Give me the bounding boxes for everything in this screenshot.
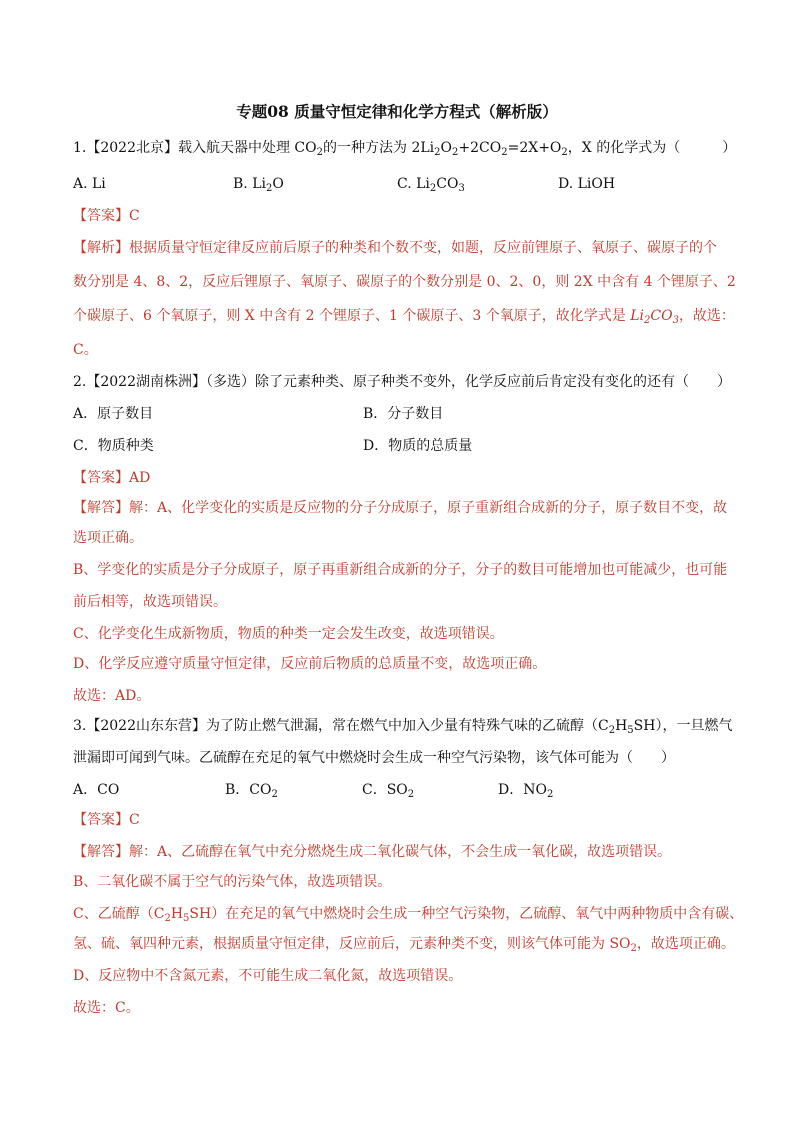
q3-option-a: A．CO: [73, 782, 120, 798]
q1-stem-text: 的一种方法为 2Li: [323, 140, 435, 156]
q3-stem-text: SH），一旦燃气: [633, 718, 733, 734]
q2-solution-line: 【解答】解：A、化学变化的实质是反应物的分子分成原子，原子重新组合成新的分子，原子数目不变，故: [73, 500, 728, 516]
q3-option-d: [498, 780, 553, 805]
q2-solution-line: B、学变化的实质是分子分成原子，原子再重新组合成新的分子，分子的数目可能增加也可能减少，也可能: [73, 562, 728, 578]
q1-stem-text: +2CO: [458, 140, 502, 156]
q1-stem-text: O: [440, 140, 453, 156]
q1-sub: 2: [561, 147, 568, 158]
q1-explanation-text: ，故选：: [678, 308, 735, 324]
q1-formula: Li: [630, 308, 644, 324]
q3-solution-text: ，故选项正确。: [636, 936, 735, 952]
q1-explanation-text: 个碳原子、6 个氧原子，则 X 中含有 2 个锂原子、1 个碳原子、3 个氧原子，故化学式是: [73, 308, 631, 324]
q1-stem-text: ，X 的化学式为（ ）: [567, 140, 737, 156]
q2-solution-line: C、化学变化生成新物质，物质的种类一定会发生改变，故选项错误。: [73, 626, 504, 642]
page-title: 专题08 质量守恒定律和化学方程式（解析版）: [236, 102, 558, 121]
q1-sub: 2: [434, 147, 441, 158]
q3-option-c-text: C．SO: [362, 782, 408, 798]
q3-sub: 5: [627, 725, 634, 736]
q1-sub: 3: [672, 315, 679, 326]
q3-solution-text: C、乙硫醇（C: [73, 906, 165, 922]
q3-option-d-text: D．NO: [498, 782, 547, 798]
q1-option-d: D. LiOH: [558, 176, 616, 192]
q3-sub: 2: [271, 789, 278, 800]
q3-option-b: [225, 780, 278, 805]
q3-option-b-text: B．CO: [225, 782, 272, 798]
q1-answer: 【答案】C: [73, 208, 140, 224]
q3-sub: 5: [183, 913, 190, 924]
q3-sub: 2: [546, 789, 554, 800]
q1-sub: 2: [501, 147, 508, 158]
q3-solution-line: 故选：C。: [73, 1000, 140, 1016]
q3-sub: 2: [608, 725, 616, 736]
q1-explanation-line: 数分别是 4、8、2，反应后锂原子、氧原子、碳原子的个数分别是 0、2、0，则 2X 中含有 4 个锂原子、2: [73, 274, 736, 290]
q2-stem: 2.【2022湖南株洲】（多选）除了元素种类、原子种类不变外，化学反应前后肯定没有变化的还有（ ）: [73, 374, 731, 390]
q3-solution-text: H: [170, 906, 184, 922]
q1-option-c-text: C. Li: [397, 176, 430, 192]
q3-answer: 【答案】C: [73, 812, 140, 828]
q2-solution-line: 前后相等，故选项错误。: [73, 594, 227, 610]
q3-solution-line: B、二氧化碳不属于空气的污染气体，故选项错误。: [73, 874, 392, 890]
q2-option-a: A．原子数目: [73, 406, 154, 422]
q3-stem: [73, 716, 732, 741]
q3-solution-line: [73, 904, 743, 929]
q3-solution-line: [73, 934, 735, 959]
q2-solution-line: D、化学反应遵守质量守恒定律，反应前后物质的总质量不变，故选项正确。: [73, 656, 547, 672]
q1-explanation-line: 【解析】根据质量守恒定律反应前后原子的种类和个数不变，如题，反应前锂原子、氧原子、碳原子的个: [73, 240, 717, 256]
q3-stem-text: 3.【2022山东东营】为了防止燃气泄漏，常在燃气中加入少量有特殊气味的乙硫醇（C: [73, 718, 609, 734]
q1-option-b-text: B. Li: [233, 176, 266, 192]
q1-sub: 2: [265, 183, 273, 194]
q3-solution-text: SH）在充足的氧气中燃烧时会生成一种空气污染物，乙硫醇、氧气中两种物质中含有碳、: [189, 906, 744, 922]
q3-solution-text: 氢、硫、氧四种元素，根据质量守恒定律，反应前后，元素种类不变，则该气体可能为 SO: [73, 936, 631, 952]
q1-explanation-line: C。: [73, 342, 98, 358]
q3-stem: 泄漏即可闻到气味。乙硫醇在充足的氧气中燃烧时会生成一种空气污染物，该气体可能为（ ）: [73, 750, 675, 766]
q1-stem: [73, 138, 736, 163]
q2-option-b: B．分子数目: [363, 406, 444, 422]
q1-sub: 3: [458, 183, 465, 194]
q1-sub: 2: [643, 315, 651, 326]
q3-sub: 2: [630, 943, 637, 954]
q2-answer: 【答案】AD: [73, 470, 151, 486]
q1-explanation-line: [73, 306, 735, 331]
q1-option-b: [233, 174, 284, 199]
q1-option-c-text: CO: [436, 176, 459, 192]
q2-option-c: C．物质种类: [73, 438, 154, 454]
q2-solution-line: 故选：AD。: [73, 688, 151, 704]
q1-option-b-text: O: [272, 176, 284, 192]
q1-sub: 2: [429, 183, 437, 194]
q1-sub: 2: [452, 147, 459, 158]
q3-sub: 2: [164, 913, 171, 924]
q3-solution-line: D、反应物中不含氮元素，不可能生成二氧化氮，故选项错误。: [73, 968, 463, 984]
q3-solution-line: 【解答】解：A、乙硫醇在氧气中充分燃烧生成二氧化碳气体，不会生成一氧化碳，故选项错误。: [73, 844, 672, 860]
q1-option-c: [397, 174, 465, 199]
q2-option-d: D．物质的总质量: [363, 438, 473, 454]
q3-stem-text: H: [615, 718, 628, 734]
q1-stem-text: 1.【2022北京】载入航天器中处理 CO: [73, 140, 317, 156]
q1-option-a: A. Li: [73, 176, 106, 192]
q2-solution-line: 选项正确。: [73, 530, 143, 546]
q3-option-c: [362, 780, 414, 805]
q3-sub: 2: [407, 789, 415, 800]
q1-stem-text: =2X+O: [507, 140, 562, 156]
q1-sub: 2: [316, 147, 324, 158]
q1-formula: CO: [650, 308, 673, 324]
